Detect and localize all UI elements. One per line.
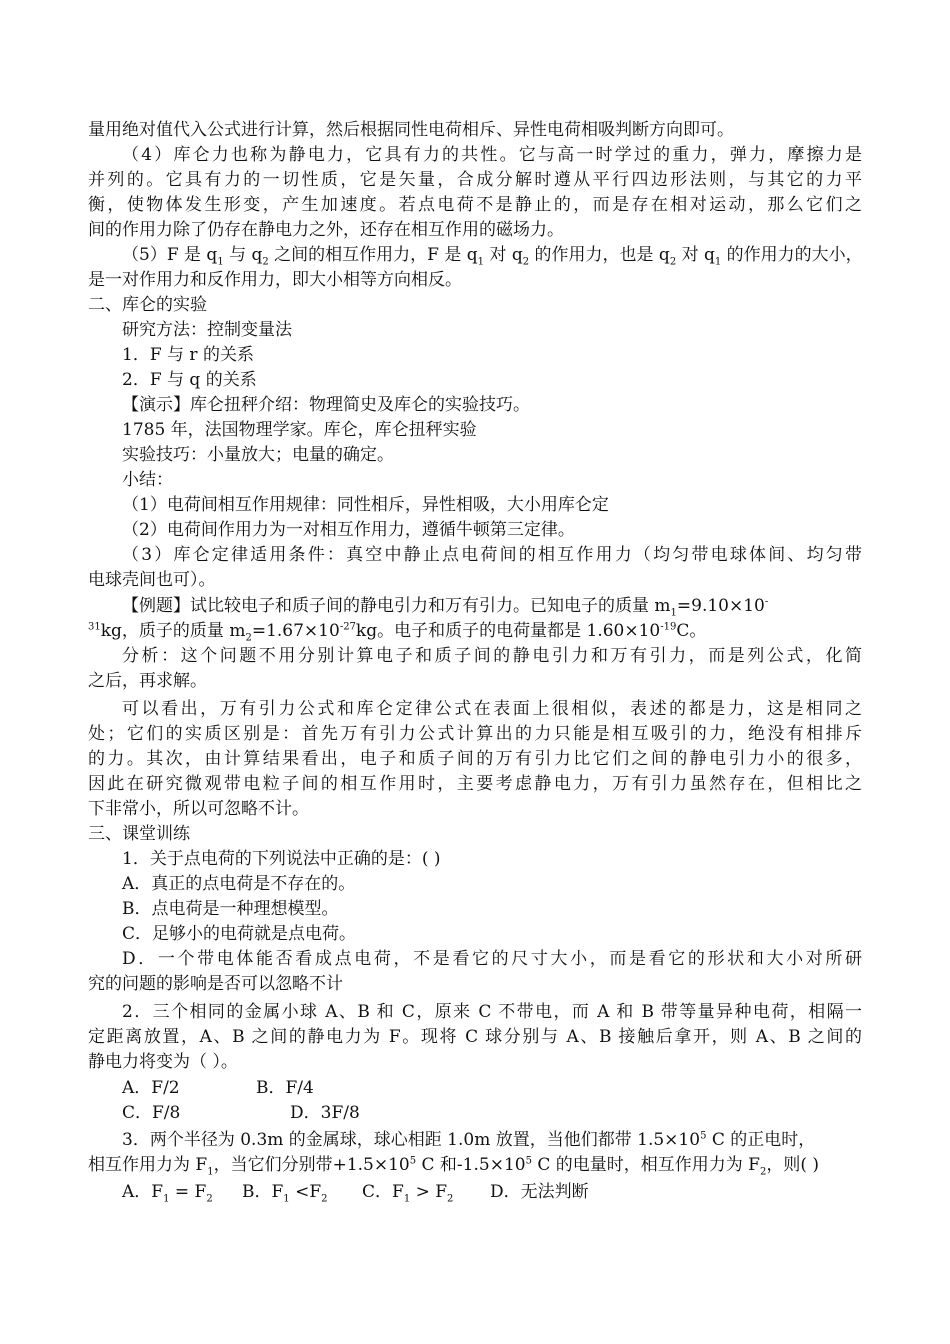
question: 1．关于点电荷的下列说法中正确的是：( ) bbox=[122, 849, 441, 869]
option: D．无法判断 bbox=[490, 1182, 589, 1202]
text-line: 小结： bbox=[122, 470, 173, 490]
text-line: $^{31}$kg，质子的质量 $m_2=1.67\times 10^{-27}kg$。电子和质子的电荷量都是 $1.60\times 10^{-19}C$。 bbox=[88, 621, 707, 644]
option: B．点电荷是一种理想模型。 bbox=[122, 899, 339, 919]
text-line: 并列的。它具有力的一切性质，它是矢量，合成分解时遵从平行四边形法则，与其它的力平 bbox=[88, 170, 862, 190]
text-line: 下非常小，所以可忽略不计。 bbox=[88, 799, 309, 819]
text-line: 因此在研究微观带电粒子间的相互作用时，主要考虑静电力，万有引力虽然存在，但相比之 bbox=[88, 774, 862, 794]
text-line: 【例题】试比较电子和质子间的静电引力和万有引力。已知电子的质量 $m_1=9.10\times 10^-$ bbox=[122, 596, 769, 619]
text-line: 究的问题的影响是否可以忽略不计 bbox=[88, 974, 343, 994]
option: A．F/2 bbox=[122, 1078, 180, 1098]
text-line: 可以看出，万有引力公式和库仑定律公式在表面上很相似，表述的都是力，这是相同之 bbox=[122, 699, 862, 719]
question: 2．三个相同的金属小球 A、B 和 C，原来 C 不带电，而 A 和 B 带等量异种电荷，相隔一 bbox=[122, 1002, 862, 1022]
text-line: 静电力将变为（ ）。 bbox=[88, 1052, 238, 1072]
text-line: （1）电荷间相互作用规律：同性相斥，异性相吸，大小用库仑定 bbox=[122, 495, 609, 515]
text-line: 之后，再求解。 bbox=[88, 671, 207, 691]
text-line: 衡，使物体发生形变，产生加速度。若点电荷不是静止的，而是存在相对运动，那么它们之 bbox=[88, 195, 862, 215]
options-row bbox=[122, 1180, 589, 1205]
section-heading: 二、库仑的实验 bbox=[88, 295, 207, 315]
text-line: 相互作用力为 $F_1$，当它们分别带$+1.5\times 10^5$ C 和$-1.5\times 10^5$ C 的电量时，相互作用力为 $F_2$，则( ) bbox=[88, 1155, 820, 1178]
text-line: 电球壳间也可）。 bbox=[88, 570, 216, 590]
text-line: 的力。其次，由计算结果看出，电子和质子间的万有引力比它们之间的静电引力小的很多， bbox=[88, 749, 862, 769]
option: C．F/8 bbox=[122, 1103, 181, 1123]
text-line: （5）F 是 $q_1$ 与 $q_2$ 之间的相互作用力，F 是 $q_1$ 对 $q_2$ 的作用力，也是 $q_2$ 对 $q_1$ 的作用力的大小， bbox=[122, 245, 863, 268]
option: C．足够小的电荷就是点电荷。 bbox=[122, 924, 357, 944]
section-heading: 三、课堂训练 bbox=[88, 824, 190, 844]
text-line: 研究方法：控制变量法 bbox=[122, 320, 292, 340]
text-line: （4）库仑力也称为静电力，它具有力的共性。它与高一时学过的重力，弹力，摩擦力是 bbox=[122, 145, 862, 165]
text-line: （2）电荷间作用力为一对相互作用力，遵循牛顿第三定律。 bbox=[122, 520, 575, 540]
text-line: 是一对作用力和反作用力，即大小相等方向相反。 bbox=[88, 270, 462, 290]
text-line: 1785 年，法国物理学家。库仑，库仑扭秤实验 bbox=[122, 420, 477, 440]
options-row bbox=[122, 1101, 360, 1126]
text-line: 1．F 与 r 的关系 bbox=[122, 345, 254, 365]
text-line: 间的作用力除了仍存在静电力之外，还存在相互作用的磁场力。 bbox=[88, 220, 564, 240]
text-line: 分析：这个问题不用分别计算电子和质子间的静电引力和万有引力，而是列公式，化简 bbox=[122, 646, 862, 666]
text-line: 实验技巧：小量放大；电量的确定。 bbox=[122, 445, 394, 465]
option: B．$F_1 <F_2$ bbox=[242, 1182, 328, 1205]
text-line: 定距离放置，A、B 之间的静电力为 F。现将 C 球分别与 A、B 接触后拿开，则 A、B 之间的 bbox=[88, 1027, 862, 1047]
text-line: 2．F 与 q 的关系 bbox=[122, 370, 257, 390]
text-line: 量用绝对值代入公式进行计算，然后根据同性电荷相斥、异性电荷相吸判断方向即可。 bbox=[88, 120, 734, 140]
option: D．3F/8 bbox=[290, 1103, 360, 1123]
option: B．F/4 bbox=[256, 1078, 314, 1098]
option: C．$F_1 > F_2$ bbox=[362, 1182, 454, 1205]
option: A．真正的点电荷是不存在的。 bbox=[122, 874, 356, 894]
text-line: （3）库仑定律适用条件：真空中静止点电荷间的相互作用力（均匀带电球体间、均匀带 bbox=[122, 545, 862, 565]
option: D．一个带电体能否看成点电荷，不是看它的尺寸大小，而是看它的形状和大小对所研 bbox=[122, 949, 862, 969]
option: A．$F_1 = F_2$ bbox=[122, 1182, 213, 1205]
text-line: 处；它们的实质区别是：首先万有引力公式计算出的力只能是相互吸引的力，绝没有相排斥 bbox=[88, 724, 862, 744]
question: 3．两个半径为 0.3m 的金属球，球心相距 1.0m 放置，当他们都带 $1.5\times 10^5$ C 的正电时， bbox=[122, 1130, 816, 1150]
text-line: 【演示】库仑扭秤介绍：物理简史及库仑的实验技巧。 bbox=[122, 395, 530, 415]
options-row bbox=[122, 1076, 314, 1101]
